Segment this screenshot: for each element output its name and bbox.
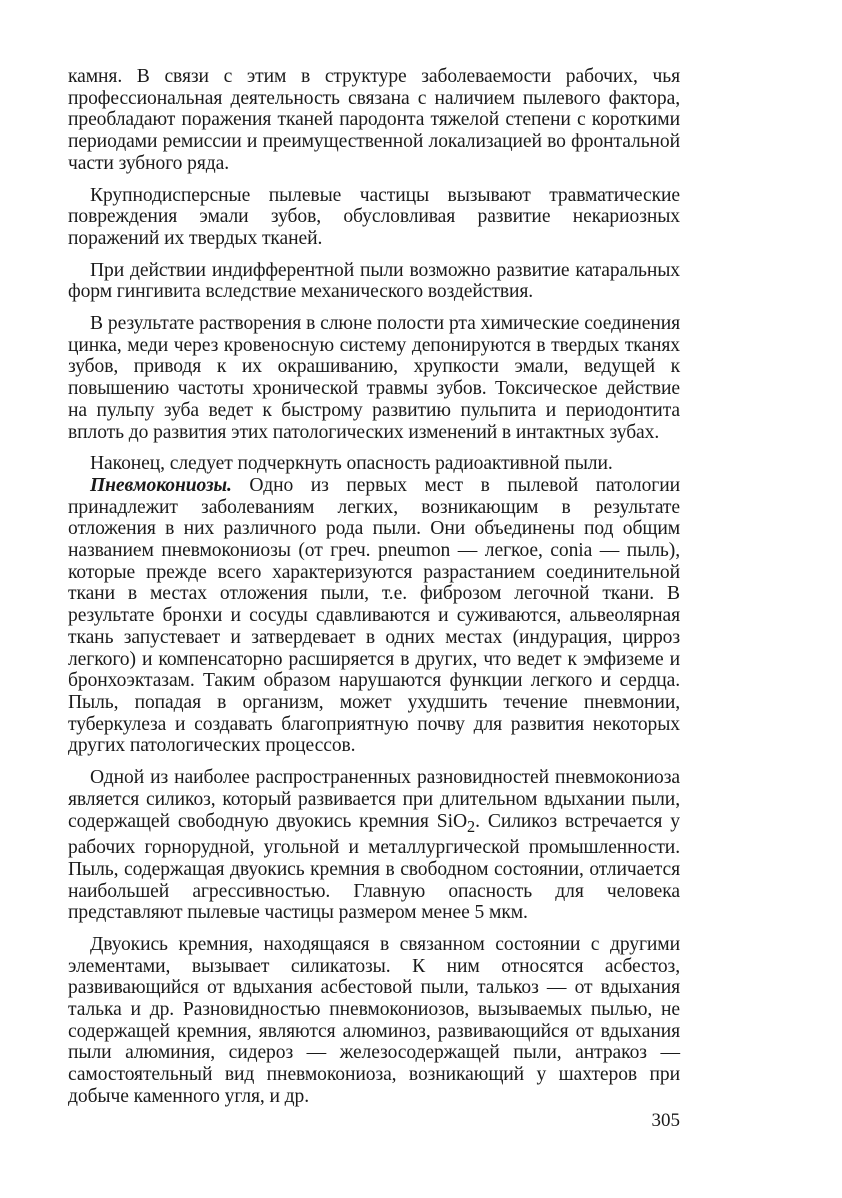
paragraph-silicosis-text-end: . Силикоз встречается у рабочих горнорудной, угольной и металлургической промышленности. Пыль, содержащая двуокись кремния в свободном состоянии, отличается наибольшей агрессивностью. Главную опасность для человека представляют пылевые частицы размером менее 5 мкм.: [68, 810, 680, 924]
paragraph-silicosis: [68, 767, 680, 924]
paragraph-pneumoconioses-text: Одно из первых мест в пылевой патологии принадлежит заболеваниям легких, возникающим в результате отложения в них различного рода пыли. Они объединены под общим названием пневмокониозы (от греч. pneumon — легкое, conia — пыль), которые прежде всего характеризуются разрастанием соединительной ткани в местах отложения пыли, т.е. фиброзом легочной ткани. В результате бронхи и сосуды сдавливаются и суживаются, альвеолярная ткань запустевает и затвердевает в одних местах (индурация, цирроз легкого) и компенсаторно расширяется в других, что ведет к эмфиземе и бронхоэктазам. Таким образом нарушаются функции легкого и сердца. Пыль, попадая в организм, может ухудшить течение пневмонии, туберкулеза и создавать благоприятную почву для развития некоторых других патологических процессов.: [68, 474, 680, 757]
paragraph-coarse-particles: Крупнодисперсные пылевые частицы вызывают травматические повреждения эмали зубов, обусловливая развитие некариозных поражений их твердых тканей.: [68, 184, 680, 249]
paragraph-silicatoses: Двуокись кремния, находящаяся в связанном состоянии с другими элементами, вызывает силикатозы. К ним относятся асбестоз, развивающийся от вдыхания асбестовой пыли, талькоз — от вдыхания талька и др. Разновидностью пневмокониозов, вызываемых пылью, не содержащей кремния, являются алюминоз, развивающийся от вдыхания пыли алюминия, сидероз — железосодержащей пыли, антракоз — самостоятельный вид пневмокониоза, возникающий у шахтеров при добыче каменного угля, и др.: [68, 933, 680, 1107]
paragraph-chemical-compounds: В результате растворения в слюне полости рта химические соединения цинка, меди через кровеносную систему депонируются в твердых тканях зубов, приводя к их окрашиванию, хрупкости эмали, ведущей к повышению частоты хронической травмы зубов. Токсическое действие на пульпу зуба ведет к быстрому развитию пульпита и периодонтита вплоть до развития этих патологических изменений в интактных зубах.: [68, 313, 680, 443]
paragraph-radioactive-dust: Наконец, следует подчеркнуть опасность радиоактивной пыли.: [90, 453, 613, 475]
page-body: [68, 66, 680, 1118]
paragraph-pneumoconioses: [68, 475, 680, 757]
paragraph-silicosis-text-start: Одной из наиболее распространенных разновидностей пневмокониоза является силикоз, который развивается при длительном вдыхании пыли, содержащей свободную двуокись кремния SiO: [68, 767, 680, 832]
paragraph-dental-diseases: камня. В связи с этим в структуре заболеваемости рабочих, чья профессиональная деятельность связана с наличием пылевого фактора, преобладают поражения тканей пародонта тяжелой степени с короткими периодами ремиссии и преимущественной локализацией во фронтальной части зубного ряда.: [68, 66, 680, 174]
formula-subscript: 2: [467, 816, 476, 836]
page-number: 305: [651, 1110, 680, 1131]
term-pneumoconioses: Пневмокониозы.: [90, 474, 232, 496]
paragraph-indifferent-dust: При действии индифферентной пыли возможно развитие катаральных форм гингивита вследствие механического воздействия.: [68, 259, 680, 303]
